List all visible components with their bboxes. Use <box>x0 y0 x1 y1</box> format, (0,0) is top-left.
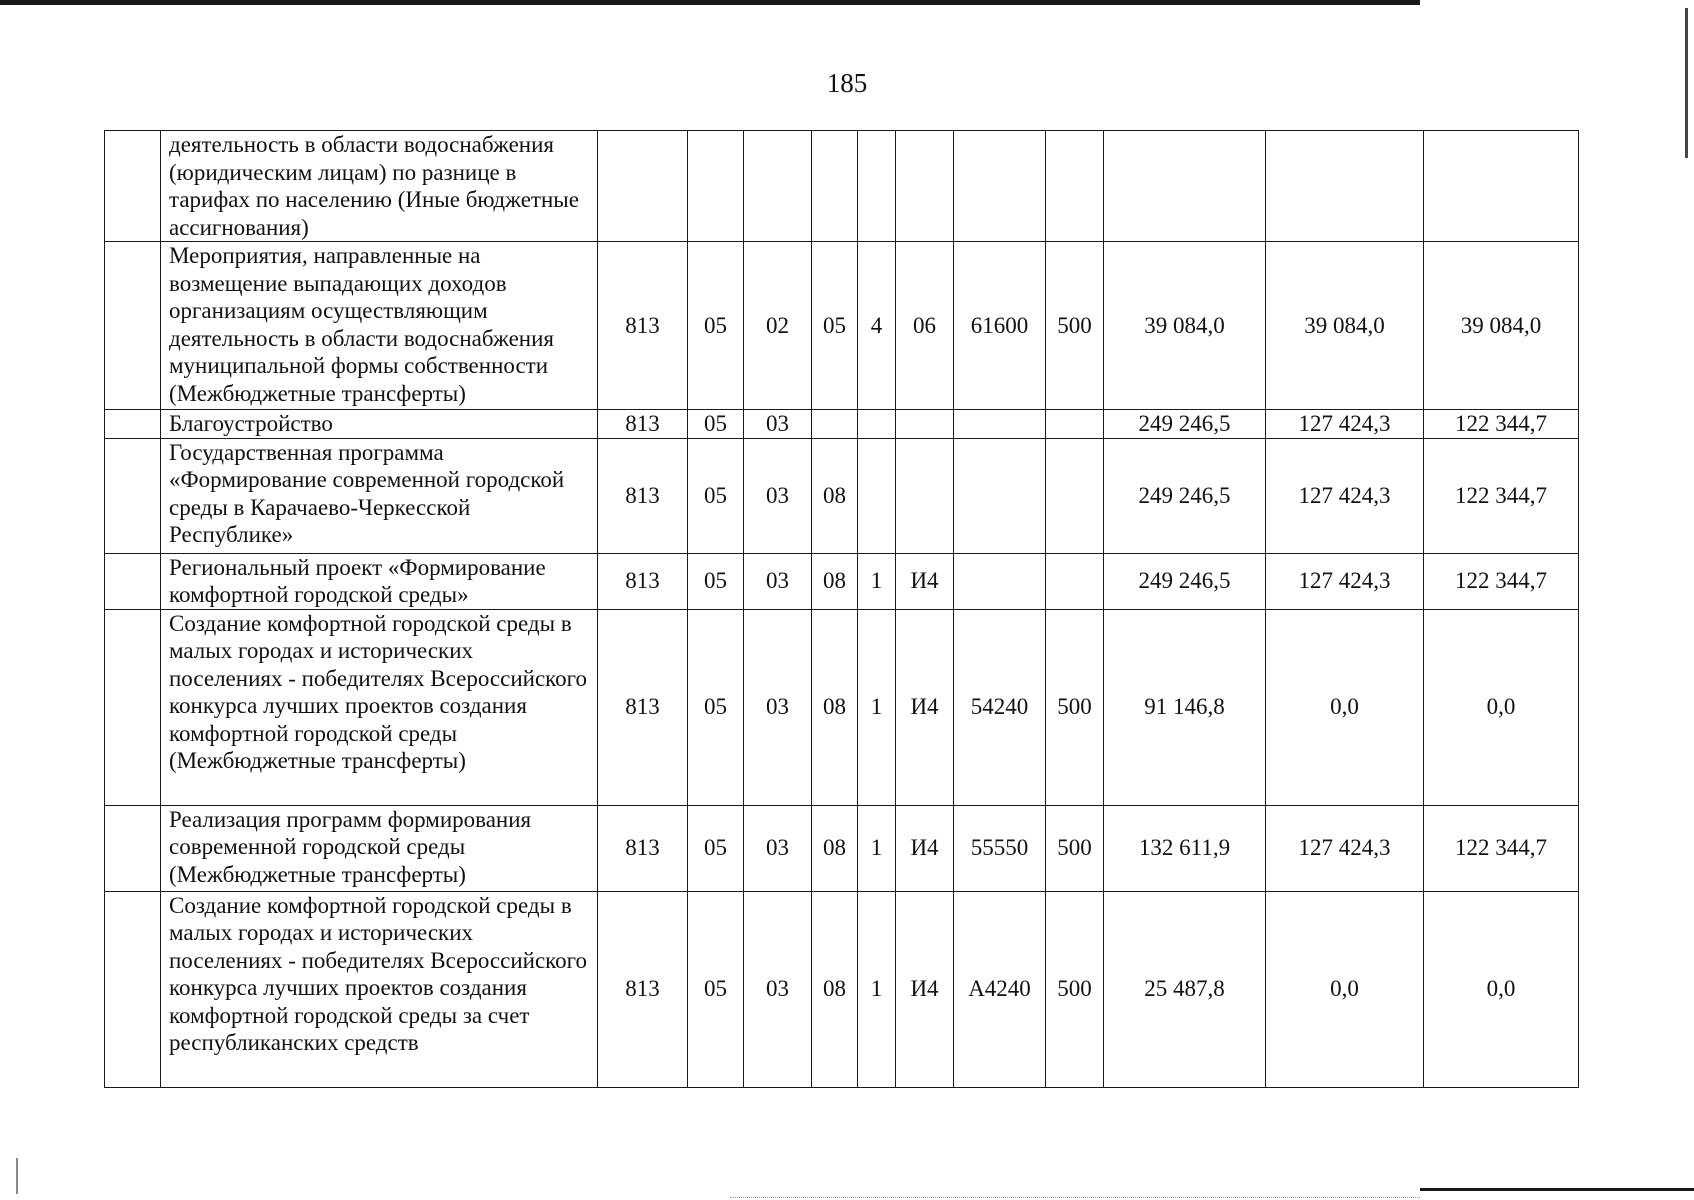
code-section: 05 <box>688 891 744 1087</box>
table-row <box>105 891 1579 1087</box>
code-expense-type <box>1046 553 1104 609</box>
amount-year-1: 132 611,9 <box>1104 805 1266 891</box>
code-program: 05 <box>812 242 858 410</box>
amount-year-2 <box>1266 131 1424 242</box>
amount-year-3: 39 084,0 <box>1424 242 1579 410</box>
table-row <box>105 805 1579 891</box>
row-number-cell <box>105 805 161 891</box>
code-ministry: 813 <box>598 242 688 410</box>
code-section: 05 <box>688 553 744 609</box>
code-direction: 55550 <box>954 805 1046 891</box>
amount-year-2: 127 424,3 <box>1266 410 1424 439</box>
code-direction: 61600 <box>954 242 1046 410</box>
code-ministry: 813 <box>598 410 688 439</box>
code-program: 08 <box>812 891 858 1087</box>
item-name: Мероприятия, направленные на возмещение выпадающих доходов организациям осуществляющим деятельность в области водоснабжения муниципальной формы собственности (Межбюджетные трансферты) <box>161 242 598 410</box>
code-event: И4 <box>896 891 954 1087</box>
code-ministry: 813 <box>598 805 688 891</box>
amount-year-3 <box>1424 131 1579 242</box>
amount-year-1: 249 246,5 <box>1104 553 1266 609</box>
amount-year-3: 0,0 <box>1424 891 1579 1087</box>
code-expense-type: 500 <box>1046 609 1104 805</box>
code-expense-type: 500 <box>1046 805 1104 891</box>
code-event <box>896 410 954 439</box>
bottom-rule <box>1420 1188 1694 1191</box>
code-event: И4 <box>896 553 954 609</box>
amount-year-3: 122 344,7 <box>1424 410 1579 439</box>
budget-table <box>104 130 1579 1088</box>
code-expense-type: 500 <box>1046 891 1104 1087</box>
amount-year-1: 39 084,0 <box>1104 242 1266 410</box>
top-rule <box>0 0 1420 5</box>
code-subprogram: 1 <box>858 805 896 891</box>
code-ministry: 813 <box>598 553 688 609</box>
table-row <box>105 609 1579 805</box>
code-direction <box>954 438 1046 553</box>
code-ministry: 813 <box>598 438 688 553</box>
row-number-cell <box>105 609 161 805</box>
code-subprogram <box>858 410 896 439</box>
amount-year-2: 127 424,3 <box>1266 438 1424 553</box>
code-program: 08 <box>812 553 858 609</box>
row-number-cell <box>105 131 161 242</box>
amount-year-3: 0,0 <box>1424 609 1579 805</box>
row-number-cell <box>105 242 161 410</box>
code-subsection: 03 <box>744 553 812 609</box>
left-edge-mark <box>16 1158 18 1194</box>
code-section: 05 <box>688 805 744 891</box>
item-name: Региональный проект «Формирование комфортной городской среды» <box>161 553 598 609</box>
table-row <box>105 438 1579 553</box>
code-program <box>812 131 858 242</box>
amount-year-3: 122 344,7 <box>1424 438 1579 553</box>
code-section: 05 <box>688 438 744 553</box>
code-subsection: 03 <box>744 891 812 1087</box>
amount-year-1: 91 146,8 <box>1104 609 1266 805</box>
code-ministry: 813 <box>598 609 688 805</box>
item-name: деятельность в области водоснабжения (юридическим лицам) по разнице в тарифах по населению (Иные бюджетные ассигнования) <box>161 131 598 242</box>
code-subsection: 03 <box>744 805 812 891</box>
code-event: И4 <box>896 609 954 805</box>
code-direction <box>954 553 1046 609</box>
amount-year-2: 39 084,0 <box>1266 242 1424 410</box>
code-event <box>896 438 954 553</box>
code-direction <box>954 410 1046 439</box>
item-name: Государственная программа «Формирование современной городской среды в Карачаево-Черкесской Республике» <box>161 438 598 553</box>
table-row <box>105 242 1579 410</box>
amount-year-2: 0,0 <box>1266 891 1424 1087</box>
code-subsection <box>744 131 812 242</box>
code-section: 05 <box>688 242 744 410</box>
item-name: Реализация программ формирования современной городской среды (Межбюджетные трансферты) <box>161 805 598 891</box>
code-direction: А4240 <box>954 891 1046 1087</box>
code-ministry: 813 <box>598 891 688 1087</box>
code-direction: 54240 <box>954 609 1046 805</box>
code-subprogram: 1 <box>858 891 896 1087</box>
amount-year-2: 0,0 <box>1266 609 1424 805</box>
code-expense-type: 500 <box>1046 242 1104 410</box>
code-direction <box>954 131 1046 242</box>
amount-year-1: 25 487,8 <box>1104 891 1266 1087</box>
amount-year-2: 127 424,3 <box>1266 805 1424 891</box>
amount-year-3: 122 344,7 <box>1424 553 1579 609</box>
amount-year-1: 249 246,5 <box>1104 410 1266 439</box>
code-expense-type <box>1046 410 1104 439</box>
code-program: 08 <box>812 609 858 805</box>
item-name: Создание комфортной городской среды в малых городах и исторических поселениях - победителях Всероссийского конкурса лучших проектов создания комфортной городской среды (Межбюджетные трансферты) <box>161 609 598 805</box>
code-event: 06 <box>896 242 954 410</box>
table-row <box>105 131 1579 242</box>
code-subsection: 02 <box>744 242 812 410</box>
row-number-cell <box>105 410 161 439</box>
row-number-cell <box>105 891 161 1087</box>
code-subprogram <box>858 131 896 242</box>
amount-year-1: 249 246,5 <box>1104 438 1266 553</box>
amount-year-1 <box>1104 131 1266 242</box>
amount-year-3: 122 344,7 <box>1424 805 1579 891</box>
code-program: 08 <box>812 805 858 891</box>
code-section: 05 <box>688 609 744 805</box>
code-expense-type <box>1046 131 1104 242</box>
code-ministry <box>598 131 688 242</box>
table-body <box>105 131 1579 1088</box>
code-program <box>812 410 858 439</box>
page-number: 185 <box>826 68 868 98</box>
code-section <box>688 131 744 242</box>
code-subprogram <box>858 438 896 553</box>
code-event <box>896 131 954 242</box>
item-name: Благоустройство <box>161 410 598 439</box>
code-expense-type <box>1046 438 1104 553</box>
code-subprogram: 4 <box>858 242 896 410</box>
table-row <box>105 410 1579 439</box>
code-program: 08 <box>812 438 858 553</box>
code-subsection: 03 <box>744 410 812 439</box>
code-subprogram: 1 <box>858 609 896 805</box>
row-number-cell <box>105 438 161 553</box>
table-row <box>105 553 1579 609</box>
bottom-dotted-line <box>730 1197 1420 1198</box>
code-subsection: 03 <box>744 438 812 553</box>
item-name: Создание комфортной городской среды в малых городах и исторических поселениях - победителях Всероссийского конкурса лучших проектов создания комфортной городской среды за счет республиканских средств <box>161 891 598 1087</box>
row-number-cell <box>105 553 161 609</box>
code-subprogram: 1 <box>858 553 896 609</box>
amount-year-2: 127 424,3 <box>1266 553 1424 609</box>
code-subsection: 03 <box>744 609 812 805</box>
code-section: 05 <box>688 410 744 439</box>
code-event: И4 <box>896 805 954 891</box>
